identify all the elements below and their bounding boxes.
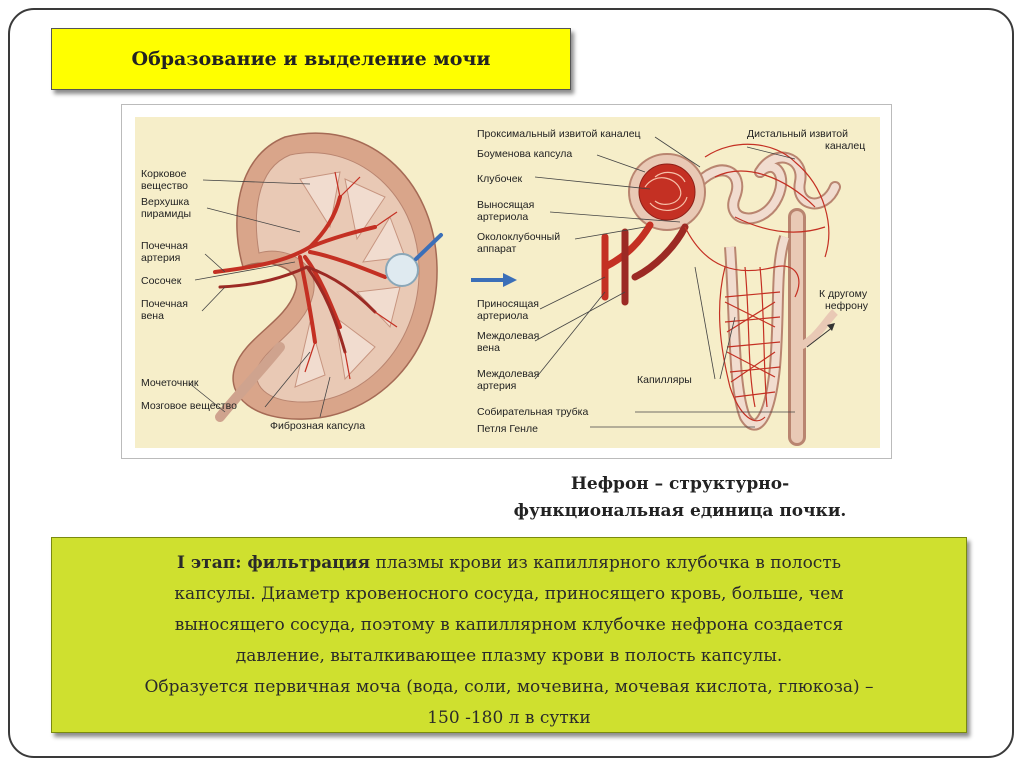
stage-line-1-rest: плазмы крови из капиллярного клубочка в полость xyxy=(370,553,841,573)
figure-background xyxy=(135,117,880,448)
label-ureter: Мочеточник xyxy=(141,377,199,389)
label-capillaries: Капилляры xyxy=(637,374,692,386)
label-loop-of-henle: Петля Генле xyxy=(477,423,538,435)
label-interlobar-artery-1: Междолевая xyxy=(477,368,540,380)
stage-line-5: Образуется первичная моча (вода, соли, мочевина, мочевая кислота, глюкоза) – xyxy=(144,677,874,697)
label-efferent-1: Выносящая xyxy=(477,199,535,211)
label-proximal-tubule: Проксимальный извитой каналец xyxy=(477,128,641,140)
stage-line-3: выносящего сосуда, поэтому в капиллярном клубочке нефрона создается xyxy=(174,615,844,635)
label-renal-vein-1: Почечная xyxy=(141,298,188,310)
label-bowman-capsule: Боуменова капсула xyxy=(477,148,573,160)
label-fibrous-capsule: Фиброзная капсула xyxy=(270,420,366,432)
stage-line-1 xyxy=(52,548,966,579)
stage-line-6: 150 -180 л в сутки xyxy=(427,708,591,728)
label-distal-tubule-2: каналец xyxy=(825,140,866,152)
stage-line-4: давление, выталкивающее плазму крови в полость капсулы. xyxy=(235,646,783,666)
label-cortex-2: вещество xyxy=(141,180,189,192)
caption-line-1: Нефрон – структурно- xyxy=(570,474,790,494)
label-collecting-duct: Собирательная трубка xyxy=(477,406,589,418)
kidney-nephron-figure xyxy=(121,104,892,459)
label-juxta-2: аппарат xyxy=(477,243,517,255)
label-other-nephron-2: нефрону xyxy=(825,300,869,312)
label-medulla: Мозговое вещество xyxy=(141,400,237,412)
label-renal-vein-2: вена xyxy=(141,310,164,322)
label-papilla: Сосочек xyxy=(141,275,182,287)
caption-line-2: функциональная единица почки. xyxy=(513,501,847,521)
label-pyramid-2: пирамиды xyxy=(141,208,191,220)
stage-line-2: капсулы. Диаметр кровеносного сосуда, приносящего кровь, больше, чем xyxy=(174,584,844,604)
label-juxta-1: Околоклубочный xyxy=(477,231,561,243)
slide-title xyxy=(51,28,571,90)
label-distal-tubule-1: Дистальный извитой xyxy=(747,128,849,140)
label-glomerulus: Клубочек xyxy=(477,173,523,185)
filtration-stage-box xyxy=(51,537,967,733)
label-renal-artery-1: Почечная xyxy=(141,240,188,252)
label-afferent-2: артериола xyxy=(477,310,529,322)
slide-title-text: Образование и выделение мочи xyxy=(131,48,491,70)
label-interlobar-vein-2: вена xyxy=(477,342,500,354)
arrow-icon xyxy=(471,273,517,287)
label-other-nephron-1: К другому xyxy=(819,288,868,300)
label-interlobar-artery-2: артерия xyxy=(477,380,517,392)
label-cortex-1: Корковое xyxy=(141,168,187,180)
label-interlobar-vein-1: Междолевая xyxy=(477,330,540,342)
label-renal-artery-2: артерия xyxy=(141,252,181,264)
figure-caption xyxy=(480,471,880,525)
kidney-nephron-diagram xyxy=(135,117,880,448)
kidney-illustration xyxy=(215,133,441,419)
label-efferent-2: артериола xyxy=(477,211,529,223)
label-pyramid-1: Верхушка xyxy=(141,196,190,208)
label-afferent-1: Приносящая xyxy=(477,298,539,310)
stage-heading: I этап: фильтрация xyxy=(177,553,371,573)
